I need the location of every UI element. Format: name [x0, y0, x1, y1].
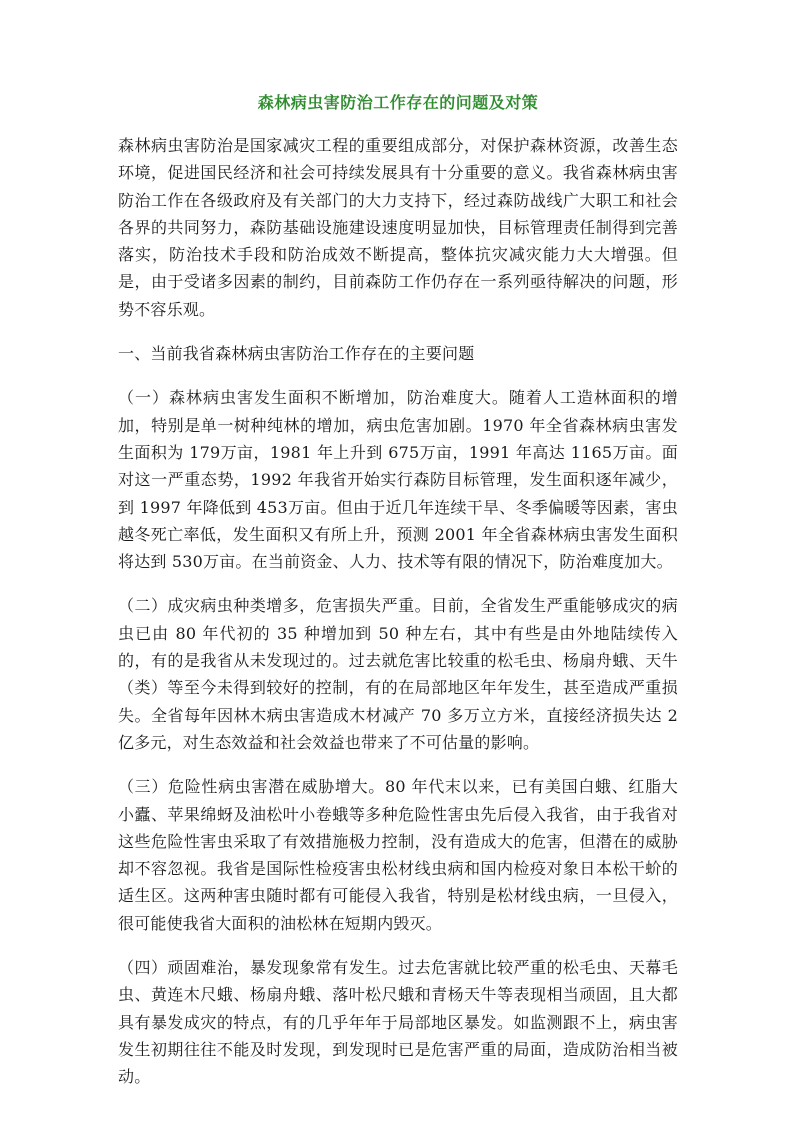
paragraph-1: （一）森林病虫害发生面积不断增加，防治难度大。随着人工造林面积的增加，特别是单一树种纯林的增加，病虫危害加剧。1970 年全省森林病虫害发生面积为 179万亩，1981 年上升到 675万亩，1991 年高达 1165万亩。面对这一严重态势，1992 年我省开始实行森防目标管理，发生面积逐年减少，到 1997 年降低到 453万亩。但由于近几年连续干旱、冬季偏暖等因素，害虫越冬死亡率低，发生面积又有所上升，预测 2001 年全省森林病虫害发生面积将达到 530万亩。在当前资金、人力、技术等有限的情况下，防治难度加大。 [118, 388, 678, 572]
document-page [118, 92, 678, 1108]
paragraph-2: （二）成灾病虫种类增多，危害损失严重。目前，全省发生严重能够成灾的病虫已由 80 年代初的 35 种增加到 50 种左右，其中有些是由外地陆续传入的，有的是我省从未发现过的。过去就危害比较重的松毛虫、杨扇舟蛾、天牛（类）等至今未得到较好的控制，有的在局部地区年年发生，甚至造成严重损失。全省每年因林木病虫害造成木材减产 70 多万立方米，直接经济损失达 2 亿多元，对生态效益和社会效益也带来了不可估量的影响。 [118, 596, 678, 752]
document-title: 森林病虫害防治工作存在的问题及对策 [257, 93, 539, 112]
paragraph-4: （四）顽固难治，暴发现象常有发生。过去危害就比较严重的松毛虫、天幕毛虫、黄连木尺蛾、杨扇舟蛾、落叶松尺蛾和青杨天牛等表现相当顽固，且大都具有暴发成灾的特点，有的几乎年年于局部地区暴发。如监测跟不上，病虫害发生初期往往不能及时发现，到发现时已是危害严重的局面，造成防治相当被动。 [118, 958, 678, 1087]
paragraph-3: （三）危险性病虫害潜在威胁增大。80 年代末以来，已有美国白蛾、红脂大小蠹、苹果绵蚜及油松叶小卷蛾等多种危险性害虫先后侵入我省，由于我省对这些危险性害虫采取了有效措施极力控制，没有造成大的危害，但潜在的威胁却不容忽视。我省是国际性检疫害虫松材线虫病和国内检疫对象日本松干蚧的适生区。这两种害虫随时都有可能侵入我省，特别是松材线虫病，一旦侵入，很可能使我省大面积的油松林在短期内毁灭。 [118, 777, 678, 933]
intro-paragraph: 森林病虫害防治是国家减灾工程的重要组成部分，对保护森林资源，改善生态环境，促进国民经济和社会可持续发展具有十分重要的意义。我省森林病虫害防治工作在各级政府及有关部门的大力支持下，经过森防战线广大职工和社会各界的共同努力，森防基础设施建设速度明显加快，目标管理责任制得到完善落实，防治技术手段和防治成效不断提高，整体抗灾减灾能力大大增强。但是，由于受诸多因素的制约，目前森防工作仍存在一系列亟待解决的问题，形势不容乐观。 [118, 136, 678, 319]
section-heading: 一、当前我省森林病虫害防治工作存在的主要问题 [118, 344, 475, 364]
